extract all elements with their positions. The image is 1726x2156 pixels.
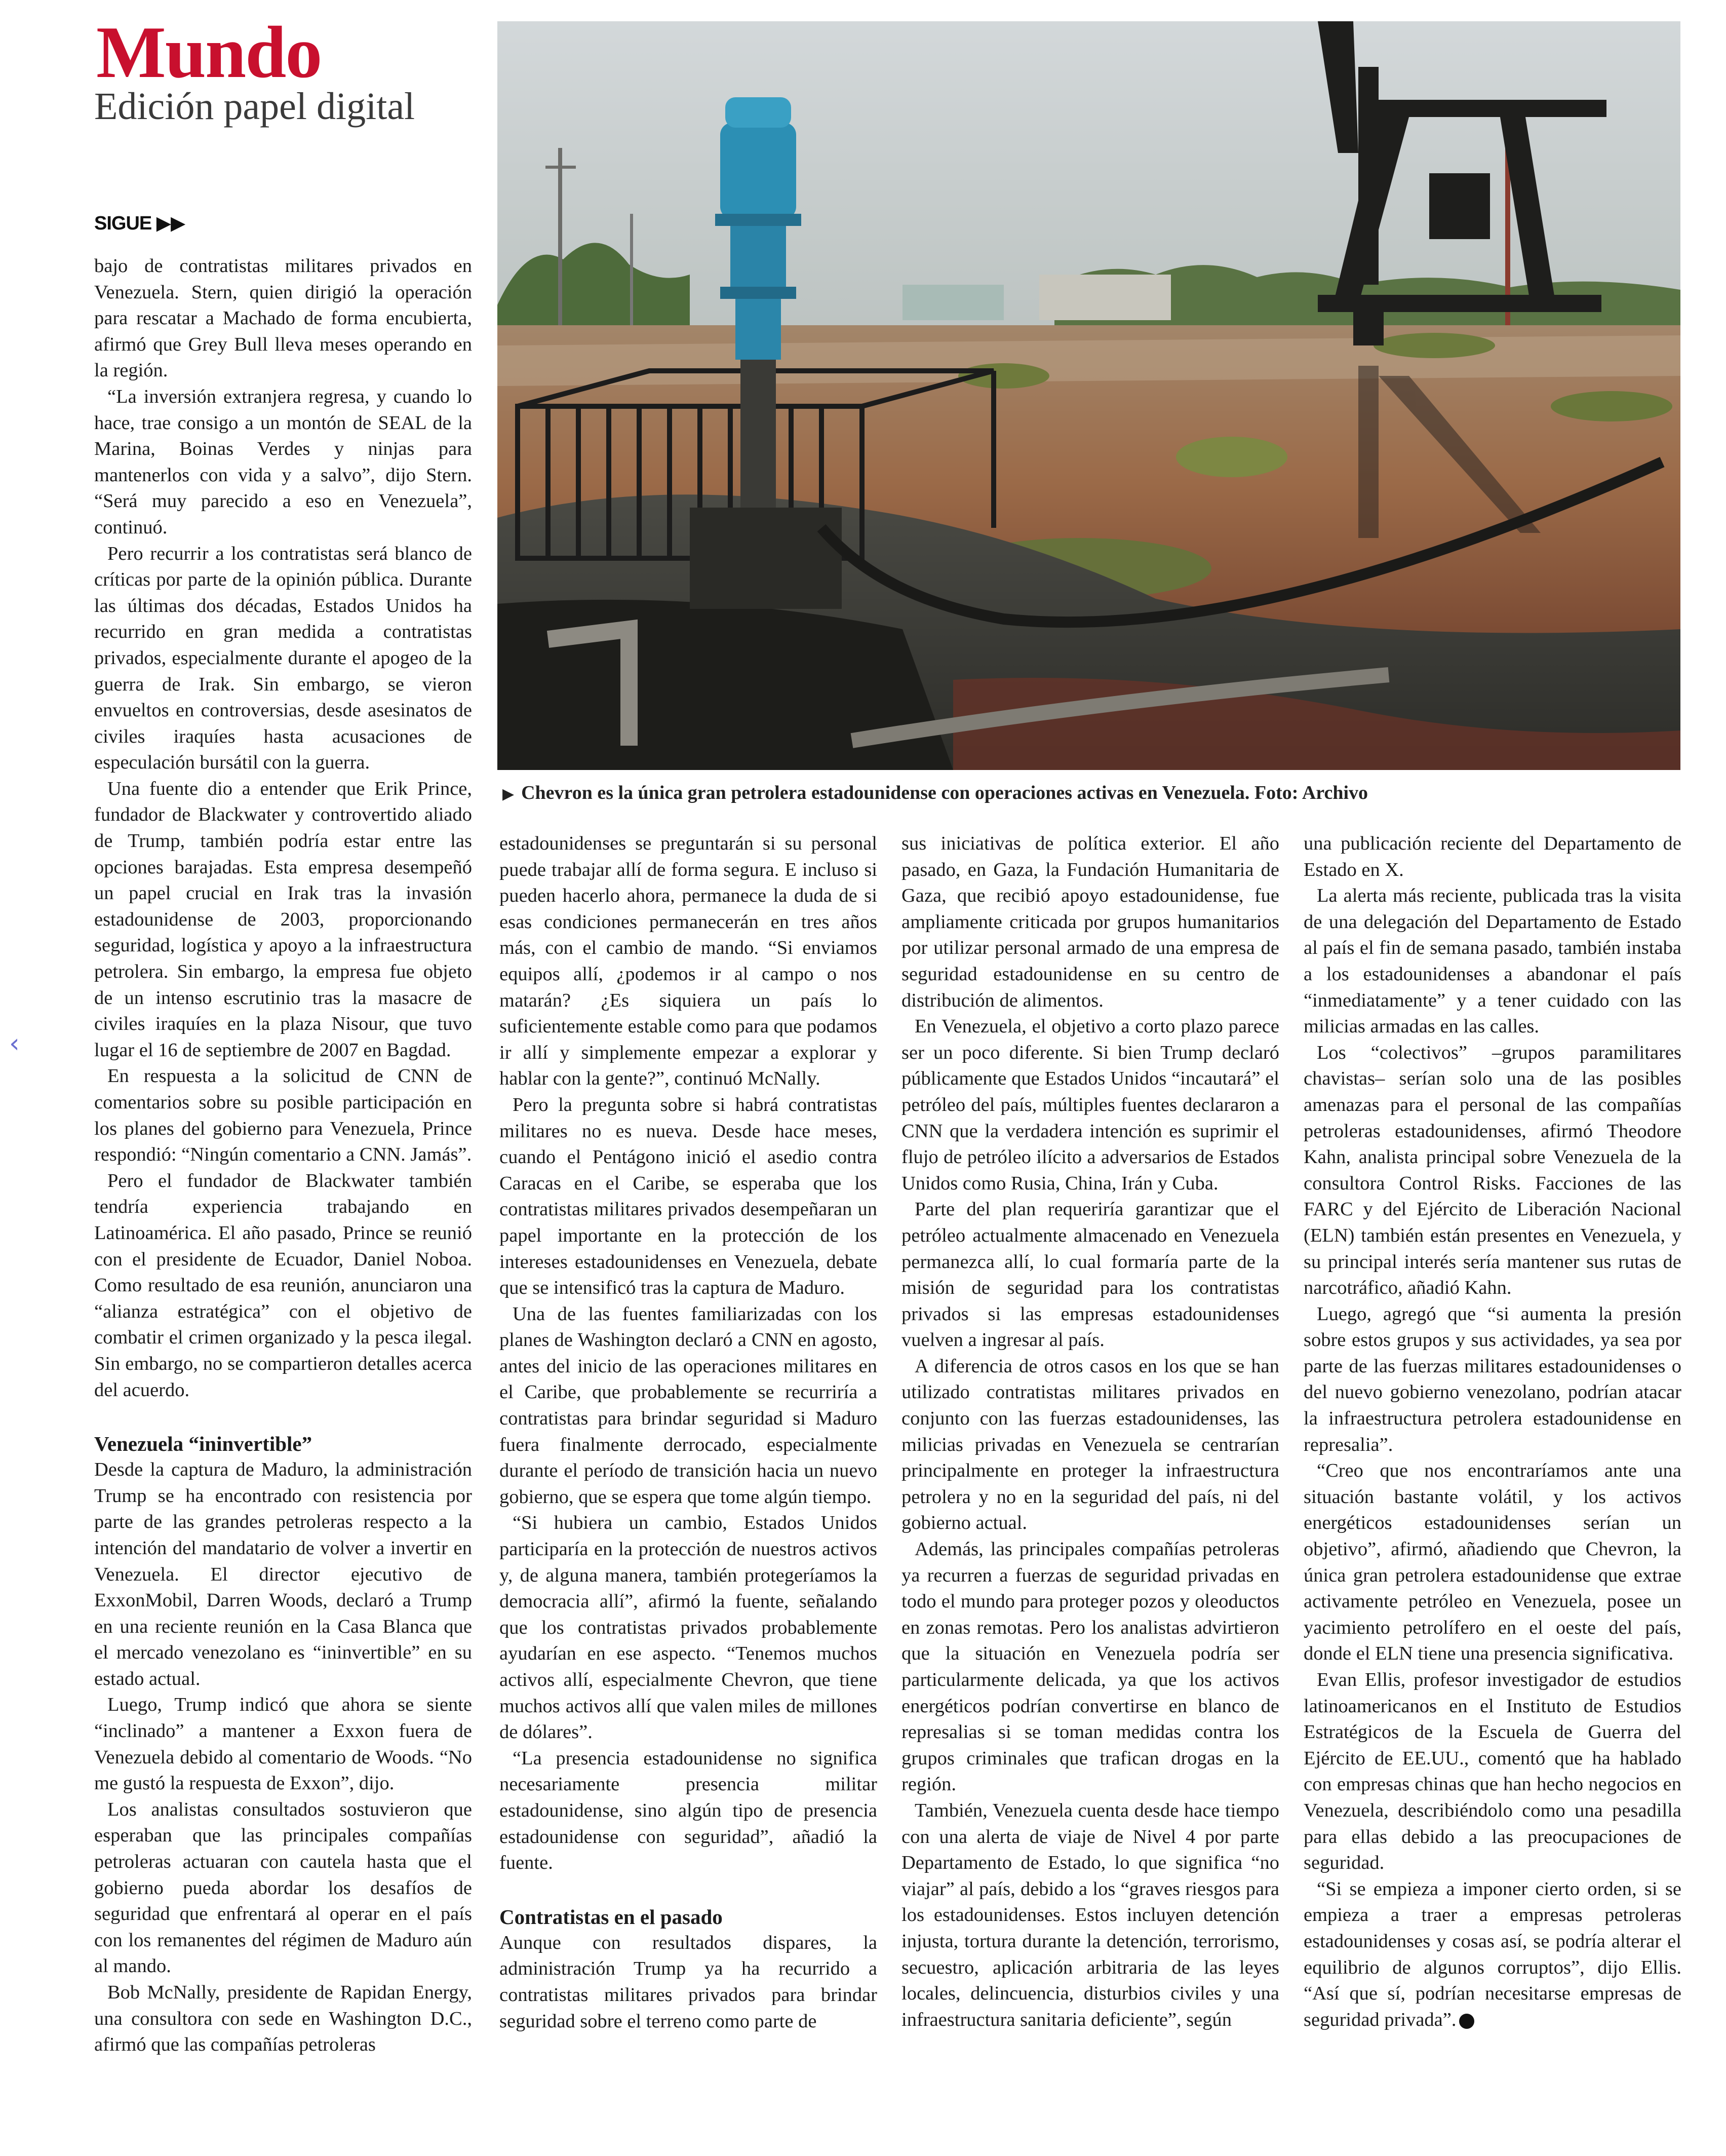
paragraph: “Creo que nos encontraríamos ante una situación bastante volátil, y los activos energéticos estadounidenses serían un objetivo”, afirmó, añadiendo que Chevron, la única gran petrolera estadounidense que extrae activamente petróleo en Venezuela, posee un yacimiento petrolífero en el oeste del país, donde el ELN tiene una presencia significativa. <box>1304 1460 1681 1665</box>
paragraph: Luego, Trump indicó que ahora se siente “inclinado” a mantener a Exxon fuera de Venezuela debido al comentario de Woods. “No me gustó la respuesta de Exxon”, dijo. <box>94 1694 472 1794</box>
paragraph: Pero la pregunta sobre si habrá contratistas militares no es nueva. Desde hace meses, cuando el Pentágono inició el asedio contra Caracas en el Caribe, se esperaba que los contratistas militares privados desempeñaran un papel importante en la protección de los intereses estadounidenses en Venezuela, debate que se intensificó tras la captura de Maduro. <box>499 1094 877 1299</box>
paragraph: Desde la captura de Maduro, la administración Trump se ha encontrado con resistencia por parte de las grandes petroleras respecto a la intención del mandatario de volver a invertir en Venezuela. El director ejecutivo de ExxonMobil, Darren Woods, declaró a Trump en una reciente reunión en la Casa Blanca que el mercado venezolano es “ininvertible” en su estado actual. <box>94 1459 472 1689</box>
sigue-label: SIGUE ▶▶ <box>94 213 185 234</box>
subheading: Venezuela “ininvertible” <box>94 1432 312 1456</box>
paragraph: La alerta más reciente, publicada tras la visita de una delegación del Departamento de Estado al país el fin de semana pasado, también instaba a los estadounidenses a abandonar el país “inmediatamente” y a tener cuidado con las milicias armadas en las calles. <box>1304 885 1681 1037</box>
paragraph: Parte del plan requeriría garantizar que el petróleo actualmente almacenado en Venezuela permanezca allí, lo cual formaría parte de la misión de seguridad para los contratistas privados si las empresas estadounidenses vuelven a ingresar al país. <box>901 1199 1279 1351</box>
paragraph: Los “colectivos” –grupos paramilitares chavistas– serían solo una de las posibles amenazas para el personal de las compañías petroleras estadounidenses, afirmó Theodore Kahn, analista principal sobre Venezuela de la consultora Control Risks. Facciones de las FARC y del Ejército de Liberación Nacional (ELN) también están presentes en Venezuela, y su principal interés sería mantener sus rutas de narcotráfico, añadió Kahn. <box>1304 1042 1681 1299</box>
article-column-3 <box>901 831 1279 2033</box>
article-photo <box>497 21 1680 770</box>
paragraph: Pero el fundador de Blackwater también tendría experiencia trabajando en Latinoamérica. El año pasado, Prince se reunió con el presidente de Ecuador, Daniel Noboa. Como resultado de esa reunión, anunciaron una “alianza estratégica” con el objetivo de combatir el crimen organizado y la pesca ilegal. Sin embargo, no se compartieron detalles acerca del acuerdo. <box>94 1170 472 1401</box>
edition-subtitle: Edición papel digital <box>94 85 415 128</box>
subheading: Contratistas en el pasado <box>499 1905 723 1929</box>
paragraph: En respuesta a la solicitud de CNN de comentarios sobre su posible participación en los planes del gobierno para Venezuela, Prince respondió: “Ningún comentario a CNN. Jamás”. <box>94 1065 472 1166</box>
paragraph: Una fuente dio a entender que Erik Prince, fundador de Blackwater y controvertido aliado de Trump, también podría estar entre las opciones barajadas. Esta empresa desempeñó un papel crucial en Irak tras la invasión estadounidense de 2003, proporcionando seguridad, logística y apoyo a la infraestructura petrolera. Sin embargo, la empresa fue objeto de un intenso escrutinio tras la masacre de civiles iraquíes en la plaza Nisour, que tuvo lugar el 16 de septiembre de 2007 en Bagdad. <box>94 778 472 1061</box>
paragraph: En Venezuela, el objetivo a corto plazo parece ser un poco diferente. Si bien Trump declaró públicamente que Estados Unidos “incautará” el petróleo del país, múltiples fuentes declararon a CNN que la verdadera intención es suprimir el flujo de petróleo ilícito a adversarios de Estados Unidos como Rusia, China, Irán y Cuba. <box>901 1016 1279 1194</box>
paragraph: Luego, agregó que “si aumenta la presión sobre estos grupos y sus actividades, ya sea por parte de las fuerzas militares estadounidenses o del nuevo gobierno venezolano, podrían atacar la infraestructura petrolera estadounidense en represalia”. <box>1304 1303 1681 1455</box>
paragraph: Pero recurrir a los contratistas será blanco de críticas por parte de la opinión pública. Durante las últimas dos décadas, Estados Unidos ha recurrido en gran medida a contratistas privados, especialmente durante el apogeo de la guerra de Irak. Sin embargo, se vieron envueltos en controversias, desde asesinatos de civiles iraquíes hasta acusaciones de especulación bursátil con la guerra. <box>94 543 472 774</box>
paragraph: También, Venezuela cuenta desde hace tiempo con una alerta de viaje de Nivel 4 por parte Departamento de Estado, lo que significa “no viajar” al país, debido a los “graves riesgos para los estadounidenses. Estos incluyen detención injusta, tortura durante la detención, terrorismo, secuestro, aplicación arbitraria de las leyes locales, delincuencia, disturbios civiles y una infraestructura sanitaria deficiente”, según <box>901 1799 1279 2030</box>
paragraph: “Si hubiera un cambio, Estados Unidos participaría en la protección de nuestros activos y, de alguna manera, también protegeríamos la democracia allí”, afirmó la fuente, señalando que los contratistas privados probablemente ayudarían en ese aspecto. “Tenemos muchos activos allí, especialmente Chevron, que tiene muchos activos allí que valen miles de millones de dólares”. <box>499 1512 877 1743</box>
caption-arrow-icon: ▶ <box>502 786 515 802</box>
section-title: Mundo <box>96 11 322 93</box>
prev-page-icon[interactable]: ‹ <box>9 1028 20 1059</box>
paragraph: “La presencia estadounidense no significa necesariamente presencia militar estadounidense, sino algún tipo de presencia estadounidense con seguridad”, añadió la fuente. <box>499 1747 877 1874</box>
paragraph-final-text: “Si se empieza a imponer cierto orden, si se empieza a traer a empresas petroleras estadounidenses y cosas así, se podría alterar el equilibrio de algunos corruptos”, dijo Ellis. “Así que sí, podrían necesitarse empresas de seguridad privada”. <box>1304 1878 1681 2030</box>
article-column-4 <box>1304 831 1681 2033</box>
paragraph: sus iniciativas de política exterior. El año pasado, en Gaza, la Fundación Humanitaria de Gaza, que recibió apoyo estadounidense, fue ampliamente criticada por grupos humanitarios por utilizar personal armado de una empresa de seguridad estadounidense en su centro de distribución de alimentos. <box>901 833 1279 1011</box>
paragraph: Además, las principales compañías petroleras ya recurren a fuerzas de seguridad privadas en todo el mundo para proteger pozos y oleoductos en zonas remotas. Pero los analistas advirtieron que la situación en Venezuela podría ser particularmente delicada, ya que los activos energéticos podrían convertirse en blanco de represalias si se toman medidas contra los grupos criminales que trafican drogas en la región. <box>901 1538 1279 1795</box>
article-column-2 <box>499 831 877 2034</box>
paragraph: Los analistas consultados sostuvieron que esperaban que las principales compañías petroleras actuaran con cautela hasta que el gobierno pueda abordar los desafíos de seguridad que enfrentará al operar en el país con los remanentes del régimen de Maduro aún al mando. <box>94 1798 472 1977</box>
paragraph: una publicación reciente del Departamento de Estado en X. <box>1304 833 1681 880</box>
paragraph-final <box>1304 1876 1681 2033</box>
paragraph: Bob McNally, presidente de Rapidan Energy, una consultora con sede en Washington D.C., afirmó que las compañías petroleras <box>94 1982 472 2056</box>
paragraph: Aunque con resultados dispares, la administración Trump ya ha recurrido a contratistas militares privados para brindar seguridad sobre el terreno como parte de <box>499 1932 877 2032</box>
photo-caption <box>502 782 1368 804</box>
end-of-article-icon <box>1459 2014 1474 2029</box>
oil-field-illustration <box>497 21 1680 770</box>
photo-caption-text: Chevron es la única gran petrolera estadounidense con operaciones activas en Venezuela. Foto: Archivo <box>521 782 1368 803</box>
paragraph: Evan Ellis, profesor investigador de estudios latinoamericanos en el Instituto de Estudios Estratégicos de la Escuela de Guerra del Ejército de EE.UU., comentó que ha hablado con empresas chinas que han hecho negocios en Venezuela, describiéndolo como una pesadilla para ellas debido a las preocupaciones de seguridad. <box>1304 1669 1681 1874</box>
paragraph: Una de las fuentes familiarizadas con los planes de Washington declaró a CNN en agosto, antes del inicio de las operaciones militares en el Caribe, que probablemente se recurriría a contratistas para brindar seguridad si Maduro fuera finalmente derrocado, especialmente durante el período de transición hacia un nuevo gobierno, que se espera que tome algún tiempo. <box>499 1303 877 1508</box>
paragraph: A diferencia de otros casos en los que se han utilizado contratistas militares privados en conjunto con las fuerzas estadounidenses, las milicias privadas en Venezuela se centrarían principalmente en proteger la infraestructura petrolera y no en la seguridad del país, ni del gobierno actual. <box>901 1355 1279 1534</box>
paragraph: estadounidenses se preguntarán si su personal puede trabajar allí de forma segura. E incluso si pueden hacerlo ahora, permanece la duda de si esas condiciones permanecerán en tres años más, con el cambio de mando. “Si enviamos equipos allí, ¿podemos ir al campo o nos matarán? ¿Es siquiera un país lo suficientemente estable como para que podamos ir allí y simplemente empezar a explorar y hablar con la gente?”, continuó McNally. <box>499 833 877 1090</box>
article-column-1 <box>94 253 472 2058</box>
paragraph: bajo de contratistas militares privados en Venezuela. Stern, quien dirigió la operación para rescatar a Machado de forma encubierta, afirmó que Grey Bull lleva meses operando en la región. <box>94 255 472 381</box>
paragraph: “La inversión extranjera regresa, y cuando lo hace, trae consigo a un montón de SEAL de la Marina, Boinas Verdes y ninjas para mantenerlos con vida y a salvo”, dijo Stern. “Será muy parecido a eso en Venezuela”, continuó. <box>94 386 472 538</box>
